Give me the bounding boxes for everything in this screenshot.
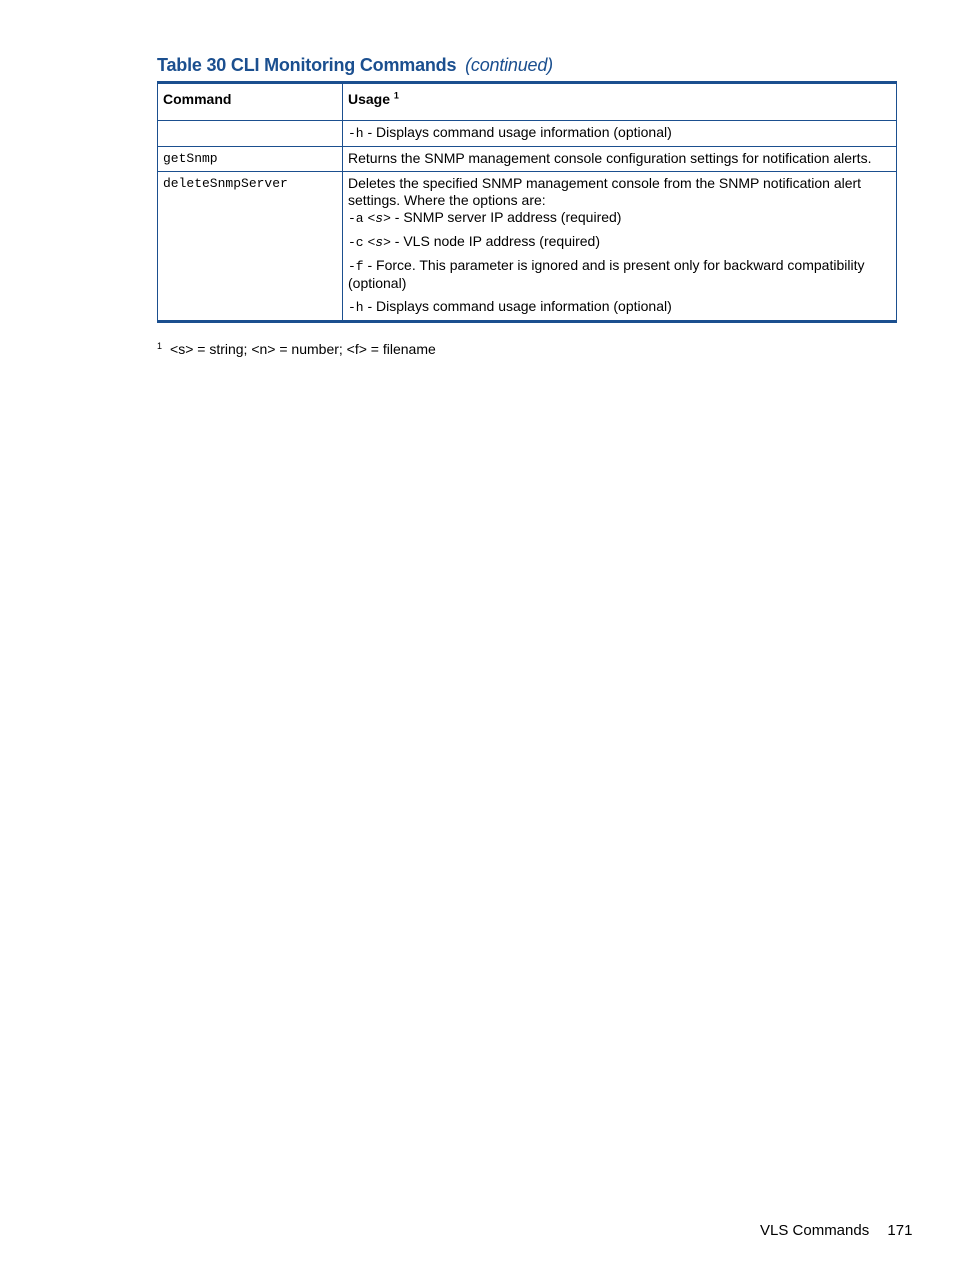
command-cell: deleteSnmpServer bbox=[158, 172, 343, 322]
command-cell bbox=[158, 121, 343, 147]
page-footer bbox=[760, 1222, 912, 1239]
option-description: - VLS node IP address (required) bbox=[390, 233, 600, 249]
option-flag: -h bbox=[348, 300, 364, 315]
cli-monitoring-commands-table bbox=[157, 81, 897, 323]
page-number: 171 bbox=[887, 1222, 913, 1239]
usage-cell bbox=[343, 121, 897, 147]
usage-option-line bbox=[348, 257, 891, 292]
option-arg: <s> bbox=[367, 235, 391, 250]
usage-option-line bbox=[348, 233, 891, 251]
footer-section-title: VLS Commands bbox=[760, 1222, 870, 1239]
usage-cell bbox=[343, 172, 897, 322]
header-usage bbox=[343, 83, 897, 121]
table-row bbox=[158, 172, 897, 322]
option-description: - SNMP server IP address (required) bbox=[390, 209, 622, 225]
option-flag: -c bbox=[348, 235, 364, 250]
table-title: Table 30 CLI Monitoring Commands bbox=[157, 55, 457, 75]
option-description: - Force. This parameter is ignored and is present only for backward compatibility (optional) bbox=[348, 257, 865, 291]
usage-option-line bbox=[348, 209, 891, 227]
table-continued-label: (continued) bbox=[465, 55, 553, 75]
command-cell: getSnmp bbox=[158, 147, 343, 172]
table-caption bbox=[157, 55, 553, 76]
usage-option-line bbox=[348, 298, 891, 316]
header-usage-label: Usage bbox=[348, 91, 391, 107]
usage-intro: Deletes the specified SNMP management console from the SNMP notification alert settings. Where the options are: bbox=[348, 175, 862, 208]
table-row bbox=[158, 121, 897, 147]
option-flag: -a bbox=[348, 211, 364, 226]
option-arg: <s> bbox=[367, 211, 391, 226]
header-command: Command bbox=[158, 83, 343, 121]
option-flag: -h bbox=[348, 126, 364, 141]
table-footnote bbox=[157, 341, 436, 357]
option-description: - Displays command usage information (optional) bbox=[363, 124, 672, 140]
option-description: - Displays command usage information (optional) bbox=[363, 298, 672, 314]
usage-option-line bbox=[348, 124, 891, 142]
footnote-number: 1 bbox=[157, 341, 163, 351]
usage-cell: Returns the SNMP management console configuration settings for notification alerts. bbox=[343, 147, 897, 172]
header-usage-footnote-ref: 1 bbox=[393, 90, 399, 101]
option-flag: -f bbox=[348, 259, 364, 274]
table-row bbox=[158, 147, 897, 172]
footnote-text: <s> = string; <n> = number; <f> = filename bbox=[170, 341, 436, 357]
table-header-row bbox=[158, 83, 897, 121]
